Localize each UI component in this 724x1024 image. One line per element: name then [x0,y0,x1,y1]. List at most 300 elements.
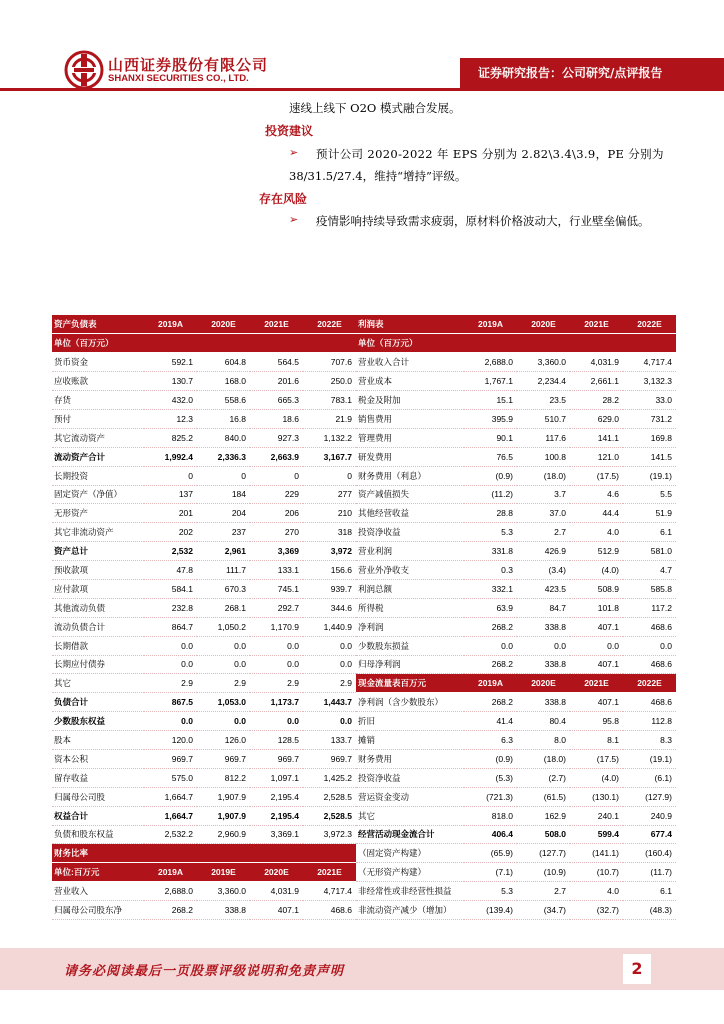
table-row [356,409,676,428]
row-value: 44.4 [570,504,623,523]
table-row [356,731,676,750]
page-footer [0,948,724,990]
row-value: 818.0 [464,806,517,825]
row-value: 18.6 [250,409,303,428]
row-value: 28.8 [464,504,517,523]
row-value: 558.6 [197,391,250,410]
row-value: 201.6 [250,372,303,391]
row-value: 3,972 [303,542,356,561]
year-header [144,844,197,863]
row-value: (18.0) [517,466,570,485]
row-value: (65.9) [464,844,517,863]
row-value: 0.0 [144,655,197,674]
row-value: 277 [303,485,356,504]
income-statement-header [356,315,676,334]
row-label: 研发费用 [356,447,464,466]
row-value: 0.0 [623,636,676,655]
row-value: (18.0) [517,749,570,768]
row-label: 投资净收益 [356,768,464,787]
row-value: 1,097.1 [250,768,303,787]
section-header-label: 财务比率 [52,844,144,863]
row-value: 629.0 [570,409,623,428]
row-value: 51.9 [623,504,676,523]
row-value: (19.1) [623,749,676,768]
table-row [356,636,676,655]
row-value: 338.8 [517,693,570,712]
row-value: 16.8 [197,409,250,428]
table-row [356,712,676,731]
row-value: 0.3 [464,561,517,580]
row-value: 564.5 [250,353,303,372]
table-row [356,655,676,674]
row-value: 100.8 [517,447,570,466]
row-label: （固定资产构建） [356,844,464,863]
row-value: 21.9 [303,409,356,428]
row-label: 预收款项 [52,561,144,580]
table-row [52,901,356,920]
row-value: 268.2 [144,901,197,920]
row-value: 5.3 [464,523,517,542]
row-value: 0.0 [517,636,570,655]
row-label: 归属母公司股 [52,787,144,806]
row-value: 101.8 [570,598,623,617]
row-value: 825.2 [144,428,197,447]
row-label: 权益合计 [52,806,144,825]
row-value: 201 [144,504,197,523]
row-value: 1,992.4 [144,447,197,466]
table-row [52,693,356,712]
table-row [52,636,356,655]
year-header: 2022E [623,315,676,334]
table-row [52,598,356,617]
row-value: 468.6 [623,693,676,712]
row-value: 3,369.1 [250,825,303,844]
row-value: 581.0 [623,542,676,561]
row-value: 141.1 [570,428,623,447]
table-row [52,731,356,750]
row-value: 0.0 [197,655,250,674]
row-value: 407.1 [570,693,623,712]
row-value: 1,173.7 [250,693,303,712]
row-value: 169.8 [623,428,676,447]
row-label: 投资净收益 [356,523,464,542]
row-value: 121.0 [570,447,623,466]
row-value: 268.2 [464,655,517,674]
table-row [52,712,356,731]
row-value: 864.7 [144,617,197,636]
row-value: (10.9) [517,863,570,882]
row-value: 12.3 [144,409,197,428]
row-value: 8.3 [623,731,676,750]
year-header: 2019E [197,863,250,882]
row-value: 232.8 [144,598,197,617]
row-value: 0 [250,466,303,485]
row-value: (17.5) [570,749,623,768]
row-value: 2.9 [197,674,250,693]
year-header: 2022E [623,674,676,693]
row-value: (7.1) [464,863,517,882]
row-value: 2,661.1 [570,372,623,391]
row-value: 240.9 [623,806,676,825]
row-label: 财务费用 [356,749,464,768]
page-number: 2 [623,954,651,984]
row-label: 其它 [52,674,144,693]
row-value: 229 [250,485,303,504]
table-row [356,863,676,882]
row-value: 1,443.7 [303,693,356,712]
row-value: 84.7 [517,598,570,617]
row-value: 2.7 [517,882,570,901]
row-value: 6.3 [464,731,517,750]
table-row [356,372,676,391]
row-value: 670.3 [197,579,250,598]
row-value: 292.7 [250,598,303,617]
row-value: 2,528.5 [303,806,356,825]
row-value: 63.9 [464,598,517,617]
invest-advice-line1: 预计公司 2020-2022 年 EPS 分别为 2.82\3.4\3.9，PE 分别为 [316,147,664,161]
row-value: 468.6 [623,655,676,674]
row-value: 2,688.0 [144,882,197,901]
row-label: 营业外净收支 [356,561,464,580]
row-value: 939.7 [303,579,356,598]
year-header [197,334,250,353]
balance-sheet-header [52,315,356,334]
row-label: 负债合计 [52,693,144,712]
table-row [52,579,356,598]
year-header: 2021E [570,674,623,693]
table-row [52,391,356,410]
row-label: 营业收入 [52,882,144,901]
row-value: 1,053.0 [197,693,250,712]
table-row [356,523,676,542]
row-value: 4.6 [570,485,623,504]
row-value: 331.8 [464,542,517,561]
row-value: (127.9) [623,787,676,806]
row-label: 非流动资产减少（增加） [356,901,464,920]
row-value: 141.5 [623,447,676,466]
bullet-arrow-icon: ➢ [289,213,299,226]
year-header [517,334,570,353]
row-value: 162.9 [517,806,570,825]
table-row [356,579,676,598]
table-row [356,428,676,447]
cash-flow-header [356,674,676,693]
year-header: 2020E [517,674,570,693]
section-header-label: 资产负债表 [52,315,144,334]
row-value: (141.1) [570,844,623,863]
row-value: 969.7 [303,749,356,768]
row-value: 210 [303,504,356,523]
row-value: 338.8 [517,617,570,636]
ratios-header [52,844,356,863]
row-value: 4,031.9 [250,882,303,901]
row-label: 长期投资 [52,466,144,485]
row-value: (48.3) [623,901,676,920]
row-value: 128.5 [250,731,303,750]
year-header: 2019A [464,674,517,693]
row-value: 80.4 [517,712,570,731]
table-row [52,787,356,806]
row-value: 28.2 [570,391,623,410]
invest-advice-title: 投资建议 [265,124,314,138]
row-value: 508.9 [570,579,623,598]
row-value: 1,050.2 [197,617,250,636]
row-value: 2,532.2 [144,825,197,844]
row-value: 37.0 [517,504,570,523]
row-value: (2.7) [517,768,570,787]
row-value: (19.1) [623,466,676,485]
year-header [250,334,303,353]
row-value: (61.5) [517,787,570,806]
row-value: 0.0 [250,712,303,731]
row-label: 销售费用 [356,409,464,428]
row-label: 货币资金 [52,353,144,372]
year-header [303,334,356,353]
header-divider [0,88,724,91]
row-value: 111.7 [197,561,250,580]
row-value: 0.0 [144,636,197,655]
row-value: 3.7 [517,485,570,504]
row-value: 344.6 [303,598,356,617]
row-value: 6.1 [623,523,676,542]
row-value: 3,360.0 [517,353,570,372]
year-header [144,334,197,353]
row-value: 1,664.7 [144,806,197,825]
row-value: 47.8 [144,561,197,580]
row-value: 677.4 [623,825,676,844]
row-value: 2.9 [303,674,356,693]
table-row [52,655,356,674]
row-value: 4.0 [570,882,623,901]
row-value: 407.1 [570,655,623,674]
row-label: 税金及附加 [356,391,464,410]
row-value: 133.7 [303,731,356,750]
row-label: 经营活动现金流合计 [356,825,464,844]
row-label: 流动负债合计 [52,617,144,636]
row-value: 406.4 [464,825,517,844]
row-value: 432.0 [144,391,197,410]
row-label: 营业成本 [356,372,464,391]
unit-row [52,334,356,353]
report-type-band: 证券研究报告：公司研究/点评报告 [460,58,724,88]
row-label: 无形资产 [52,504,144,523]
intro-text: 速线上线下 O2O 模式融合发展。 [289,101,461,115]
company-name-cn: 山西证券股份有限公司 [108,56,269,74]
row-value: 202 [144,523,197,542]
row-value: 270 [250,523,303,542]
row-value: 2,528.5 [303,787,356,806]
row-value: 3,369 [250,542,303,561]
row-value: (11.7) [623,863,676,882]
table-row [52,372,356,391]
row-value: 407.1 [250,901,303,920]
row-value: 133.1 [250,561,303,580]
table-row [356,882,676,901]
row-label: 利润总额 [356,579,464,598]
row-value: 1,425.2 [303,768,356,787]
row-value: 0.0 [250,636,303,655]
row-value: 969.7 [144,749,197,768]
row-value: 468.6 [303,901,356,920]
row-value: 120.0 [144,731,197,750]
row-value: 745.1 [250,579,303,598]
year-header: 2021E [303,863,356,882]
row-label: 资产总计 [52,542,144,561]
year-header [250,844,303,863]
row-value: (34.7) [517,901,570,920]
row-value: (0.9) [464,466,517,485]
table-row [356,617,676,636]
row-value: 1,132.2 [303,428,356,447]
year-header [197,844,250,863]
row-value: 204 [197,504,250,523]
table-row [356,447,676,466]
row-label: 长期应付债券 [52,655,144,674]
table-row [356,485,676,504]
row-value: (17.5) [570,466,623,485]
row-value: 8.0 [517,731,570,750]
row-value: 599.4 [570,825,623,844]
risk-title: 存在风险 [259,192,308,206]
year-header: 2022E [303,315,356,334]
row-label: 其它流动资产 [52,428,144,447]
row-value: 95.8 [570,712,623,731]
row-value: 969.7 [250,749,303,768]
page-header [0,0,724,95]
table-row [356,466,676,485]
row-value: 584.1 [144,579,197,598]
table-row [52,485,356,504]
unit-label: 单位（百万元） [52,334,144,353]
row-value: 33.0 [623,391,676,410]
unit-row [356,334,676,353]
row-value: 0 [197,466,250,485]
row-value: 0 [303,466,356,485]
row-value: 3,972.3 [303,825,356,844]
row-value: (6.1) [623,768,676,787]
row-value: 6.1 [623,882,676,901]
table-row [52,447,356,466]
row-label: 存货 [52,391,144,410]
row-label: 折旧 [356,712,464,731]
row-value: 2,663.9 [250,447,303,466]
disclaimer-text: 请务必阅读最后一页股票评级说明和免责声明 [64,964,345,979]
section-header-label: 利润表 [356,315,464,334]
row-label: 股本 [52,731,144,750]
table-row [52,617,356,636]
row-value: 4.0 [570,523,623,542]
table-row [52,504,356,523]
unit-label: 单位（百万元） [356,334,464,353]
row-label: 财务费用（利息） [356,466,464,485]
row-label: 应收账款 [52,372,144,391]
table-row [356,693,676,712]
row-label: 管理费用 [356,428,464,447]
row-label: 归母净利润 [356,655,464,674]
row-label: 流动资产合计 [52,447,144,466]
row-value: 0.0 [570,636,623,655]
row-value: 2.9 [144,674,197,693]
row-value: 840.0 [197,428,250,447]
row-value: 407.1 [570,617,623,636]
row-value: 268.1 [197,598,250,617]
row-value: 2,336.3 [197,447,250,466]
row-value: 3,360.0 [197,882,250,901]
row-value: 0.0 [250,655,303,674]
row-value: 76.5 [464,447,517,466]
row-value: (127.7) [517,844,570,863]
table-row [356,901,676,920]
year-header [570,334,623,353]
year-header: 2020E [250,863,303,882]
row-value: 1,767.1 [464,372,517,391]
row-value: 0.0 [303,712,356,731]
row-value: (139.4) [464,901,517,920]
year-header: 2019A [144,863,197,882]
row-value: 318 [303,523,356,542]
row-value: 250.0 [303,372,356,391]
row-value: 423.5 [517,579,570,598]
row-value: 2,688.0 [464,353,517,372]
row-label: 少数股东损益 [356,636,464,655]
row-value: 4.7 [623,561,676,580]
row-value: 4,717.4 [623,353,676,372]
row-value: (4.0) [570,768,623,787]
row-value: 184 [197,485,250,504]
table-row [52,674,356,693]
row-value: 731.2 [623,409,676,428]
row-value: 41.4 [464,712,517,731]
table-row [52,409,356,428]
row-value: 512.9 [570,542,623,561]
table-row [356,844,676,863]
year-header [303,844,356,863]
invest-advice-line2: 38/31.5/27.4，维持“增持”评级。 [289,169,467,183]
row-label: 净利润 [356,617,464,636]
year-header: 2020E [517,315,570,334]
table-row [52,806,356,825]
row-label: 摊销 [356,731,464,750]
row-label: （无形资产构建） [356,863,464,882]
row-value: (11.2) [464,485,517,504]
row-value: 2,195.4 [250,787,303,806]
table-row [356,598,676,617]
row-value: 112.8 [623,712,676,731]
table-row [356,561,676,580]
row-value: 604.8 [197,353,250,372]
table-row [356,542,676,561]
row-value: 510.7 [517,409,570,428]
row-value: 268.2 [464,617,517,636]
row-value: 137 [144,485,197,504]
year-header: 2021E [570,315,623,334]
balance-sheet-table [52,315,356,920]
row-value: 395.9 [464,409,517,428]
row-label: 其他流动负债 [52,598,144,617]
row-value: 3,132.3 [623,372,676,391]
table-row [52,542,356,561]
row-label: 资产减值损失 [356,485,464,504]
row-value: 2,532 [144,542,197,561]
row-value: 117.2 [623,598,676,617]
row-label: 归属母公司股东净 [52,901,144,920]
table-row [356,504,676,523]
section-header-label: 现金流量表百万元 [356,674,464,693]
row-label: 少数股东权益 [52,712,144,731]
income-statement-table [356,315,676,920]
row-value: 592.1 [144,353,197,372]
row-value: 130.7 [144,372,197,391]
